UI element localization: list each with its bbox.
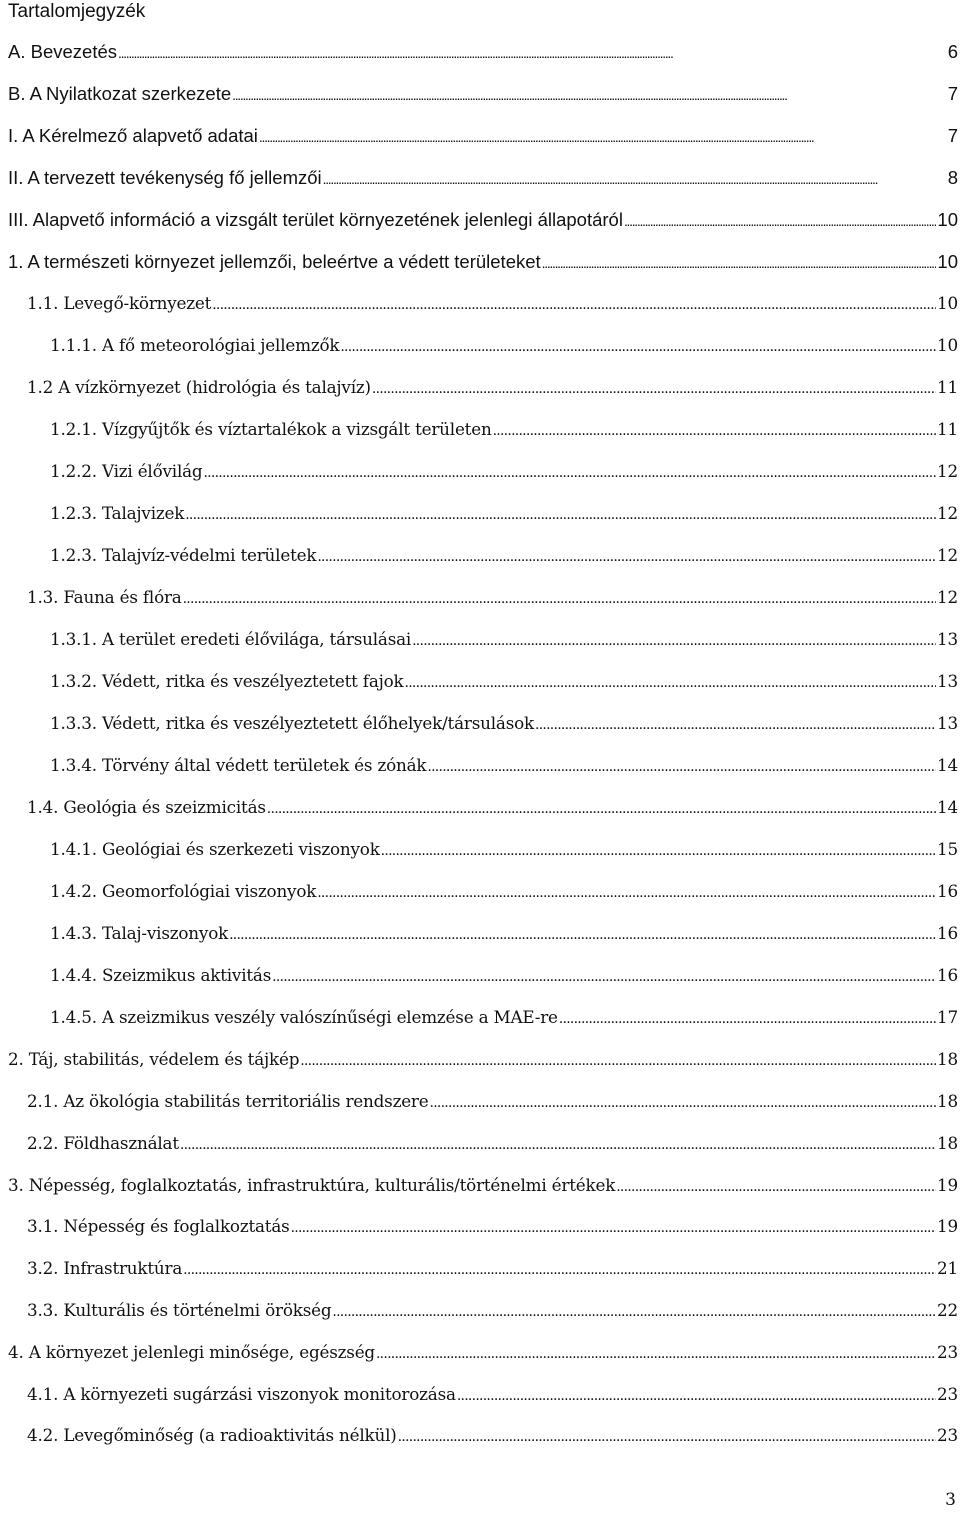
toc-entry-label: 3. Népesség, foglalkoztatás, infrastruktúra, kulturális/történelmi értékek — [8, 1175, 616, 1195]
toc-entry-label: 1.2 A vízkörnyezet (hidrológia és talajvíz) — [27, 377, 371, 397]
toc-dot-leader — [203, 461, 936, 481]
toc-entry[interactable] — [8, 251, 958, 277]
toc-entry-page: 6 — [947, 41, 958, 62]
toc-entry[interactable] — [8, 167, 958, 193]
toc-dot-leader — [616, 1175, 936, 1195]
toc-entry-page: 19 — [937, 1216, 958, 1236]
toc-entry-label: 1.3.4. Törvény által védett területek és zónák — [50, 755, 427, 775]
toc-entry-page: 13 — [937, 671, 958, 691]
toc-entry-label: 1.3. Fauna és flóra — [27, 587, 182, 607]
toc-entry[interactable] — [50, 713, 958, 739]
toc-entry[interactable] — [8, 125, 958, 151]
toc-entry-label: 4. A környezet jelenlegi minősége, egészség — [8, 1342, 375, 1362]
toc-dot-leader — [183, 587, 936, 607]
toc-entry[interactable] — [8, 83, 958, 109]
toc-entry-label: 3.1. Népesség és foglalkoztatás — [27, 1216, 290, 1236]
toc-dot-leader — [412, 629, 936, 649]
toc-entry-page: 23 — [937, 1384, 958, 1404]
toc-entry-page: 16 — [937, 881, 958, 901]
toc-dot-leader — [317, 545, 936, 565]
toc-entry[interactable] — [50, 461, 958, 487]
toc-entry-page: 13 — [937, 713, 958, 733]
toc-entry-label: 1.4.5. A szeizmikus veszély valószínűségi elemzése a MAE-re — [50, 1007, 558, 1027]
toc-entry-label: I. A Kérelmező alapvető adatai — [8, 125, 258, 146]
toc-entry[interactable] — [50, 839, 958, 865]
toc-entry-label: 3.3. Kulturális és történelmi örökség — [27, 1300, 332, 1320]
toc-entry[interactable] — [27, 1216, 958, 1242]
toc-dot-leader — [272, 965, 936, 985]
toc-entry[interactable] — [8, 1175, 958, 1201]
toc-entry[interactable] — [27, 797, 958, 823]
toc-entry-page: 11 — [937, 419, 958, 439]
toc-entry-page: 17 — [937, 1007, 958, 1027]
toc-entry[interactable] — [27, 587, 958, 613]
toc-entry-label: 1.2.3. Talajvíz-védelmi területek — [50, 545, 317, 565]
toc-entry[interactable] — [50, 545, 958, 571]
toc-entry-label: 1.3.1. A terület eredeti élővilága, társulásai — [50, 629, 412, 649]
toc-entry-page: 18 — [937, 1091, 958, 1111]
toc-dot-leader — [229, 923, 936, 943]
toc-entry-label: 1.4.4. Szeizmikus aktivitás — [50, 965, 272, 985]
toc-entry-page: 7 — [947, 125, 958, 146]
toc-entry-label: 1. A természeti környezet jellemzői, beleértve a védett területeket — [8, 251, 541, 272]
page-number: 3 — [945, 1490, 956, 1510]
toc-entry-page: 16 — [937, 965, 958, 985]
toc-entry-label: 2. Táj, stabilitás, védelem és tájkép — [8, 1049, 300, 1069]
toc-dot-leader — [212, 293, 936, 313]
toc-entry-label: 1.2.1. Vízgyűjtők és víztartalékok a vizsgált területen — [50, 419, 492, 439]
toc-entry-page: 12 — [937, 545, 958, 565]
toc-entry[interactable] — [27, 1133, 958, 1159]
toc-entry-label: 1.1. Levegő-környezet — [27, 293, 212, 313]
toc-entry[interactable] — [8, 209, 958, 235]
toc-entry[interactable] — [27, 1384, 958, 1410]
toc-entry-page: 16 — [937, 923, 958, 943]
toc-entry[interactable] — [27, 1300, 958, 1326]
toc-entry[interactable] — [8, 41, 958, 67]
toc-entry-page: 18 — [937, 1049, 958, 1069]
toc-entry[interactable] — [27, 293, 958, 319]
toc-entry-page: 14 — [937, 797, 958, 817]
toc-entry[interactable] — [50, 923, 958, 949]
toc-dot-leader — [405, 671, 937, 691]
toc-entry-label: 4.2. Levegőminőség (a radioaktivitás nélkül) — [27, 1425, 397, 1445]
toc-dot-leader — [372, 377, 936, 397]
toc-entry-page: 14 — [937, 755, 958, 775]
toc-entry[interactable] — [50, 335, 958, 361]
page-title: Tartalomjegyzék — [8, 1, 146, 22]
toc-dot-leader — [457, 1384, 936, 1404]
toc-entry-label: 1.4.1. Geológiai és szerkezeti viszonyok — [50, 839, 380, 859]
toc-entry-label: 1.1.1. A fő meteorológiai jellemzők — [50, 335, 340, 355]
toc-dot-leader — [232, 83, 947, 105]
toc-entry[interactable] — [50, 965, 958, 991]
toc-entry-page: 10 — [937, 209, 958, 230]
toc-dot-leader — [340, 335, 936, 355]
toc-entry-page: 11 — [937, 377, 958, 397]
toc-entry-page: 10 — [937, 335, 958, 355]
toc-entry-label: 1.4.3. Talaj-viszonyok — [50, 923, 229, 943]
toc-entry-page: 15 — [937, 839, 958, 859]
toc-entry-label: 1.4.2. Geomorfológiai viszonyok — [50, 881, 317, 901]
toc-dot-leader — [493, 419, 936, 439]
toc-entry-page: 21 — [937, 1258, 958, 1278]
toc-entry-page: 10 — [937, 293, 958, 313]
toc-dot-leader — [542, 251, 937, 273]
toc-dot-leader — [317, 881, 936, 901]
toc-dot-leader — [291, 1216, 936, 1236]
toc-dot-leader — [185, 503, 936, 523]
toc-dot-leader — [323, 167, 947, 189]
toc-entry-label: 2.2. Földhasználat — [27, 1133, 179, 1153]
toc-entry-page: 12 — [937, 587, 958, 607]
toc-dot-leader — [183, 1258, 936, 1278]
toc-dot-leader — [118, 41, 947, 63]
toc-entry-label: 3.2. Infrastruktúra — [27, 1258, 183, 1278]
toc-entry-label: 2.1. Az ökológia stabilitás territoriális rendszere — [27, 1091, 429, 1111]
toc-entry[interactable] — [8, 1342, 958, 1368]
toc-entry-page: 23 — [937, 1425, 958, 1445]
toc-entry[interactable] — [50, 881, 958, 907]
toc-dot-leader — [427, 755, 936, 775]
toc-entry[interactable] — [27, 377, 958, 403]
toc-entry-label: 1.3.2. Védett, ritka és veszélyeztetett fajok — [50, 671, 404, 691]
toc-entry-label: 1.3.3. Védett, ritka és veszélyeztetett élőhelyek/társulások — [50, 713, 534, 733]
toc-entry[interactable] — [50, 671, 958, 697]
toc-entry[interactable] — [8, 1049, 958, 1075]
toc-entry-page: 13 — [937, 629, 958, 649]
toc-entry-page: 23 — [937, 1342, 958, 1362]
toc-entry[interactable] — [50, 419, 958, 445]
toc-entry[interactable] — [50, 1007, 958, 1033]
toc-dot-leader — [624, 209, 936, 231]
toc-dot-leader — [267, 797, 936, 817]
toc-entry-page: 22 — [937, 1300, 958, 1320]
toc-entry[interactable] — [27, 1091, 958, 1117]
toc-entry[interactable] — [27, 1258, 958, 1284]
toc-entry-label: 1.2.3. Talajvizek — [50, 503, 185, 523]
toc-entry-label: 1.2.2. Vizi élővilág — [50, 461, 203, 481]
toc-dot-leader — [381, 839, 936, 859]
toc-entry[interactable] — [50, 755, 958, 781]
toc-entry[interactable] — [50, 503, 958, 529]
toc-entry-label: 4.1. A környezeti sugárzási viszonyok monitorozása — [27, 1384, 456, 1404]
toc-dot-leader — [300, 1049, 936, 1069]
toc-entry-label: B. A Nyilatkozat szerkezete — [8, 83, 232, 104]
toc-entry-label: II. A tervezett tevékenység fő jellemzői — [8, 167, 322, 188]
toc-entry-page: 7 — [947, 83, 958, 104]
toc-dot-leader — [398, 1425, 936, 1445]
toc-entry-label: A. Bevezetés — [8, 41, 118, 62]
toc-entry-page: 18 — [937, 1133, 958, 1153]
toc-entry[interactable] — [50, 629, 958, 655]
toc-entry-label: III. Alapvető információ a vizsgált terület környezetének jelenlegi állapotáról — [8, 209, 623, 230]
toc-entry-page: 12 — [937, 503, 958, 523]
toc-dot-leader — [376, 1342, 936, 1362]
toc-dot-leader — [535, 713, 936, 733]
toc-dot-leader — [430, 1091, 937, 1111]
toc-entry[interactable] — [27, 1425, 958, 1451]
toc-entry-page: 8 — [947, 167, 958, 188]
toc-entry-label: 1.4. Geológia és szeizmicitás — [27, 797, 266, 817]
toc-entry-page: 12 — [937, 461, 958, 481]
toc-entry-page: 10 — [937, 251, 958, 272]
toc-dot-leader — [180, 1133, 936, 1153]
toc-dot-leader — [559, 1007, 936, 1027]
toc-entry-page: 19 — [937, 1175, 958, 1195]
toc-dot-leader — [332, 1300, 936, 1320]
toc-dot-leader — [259, 125, 947, 147]
